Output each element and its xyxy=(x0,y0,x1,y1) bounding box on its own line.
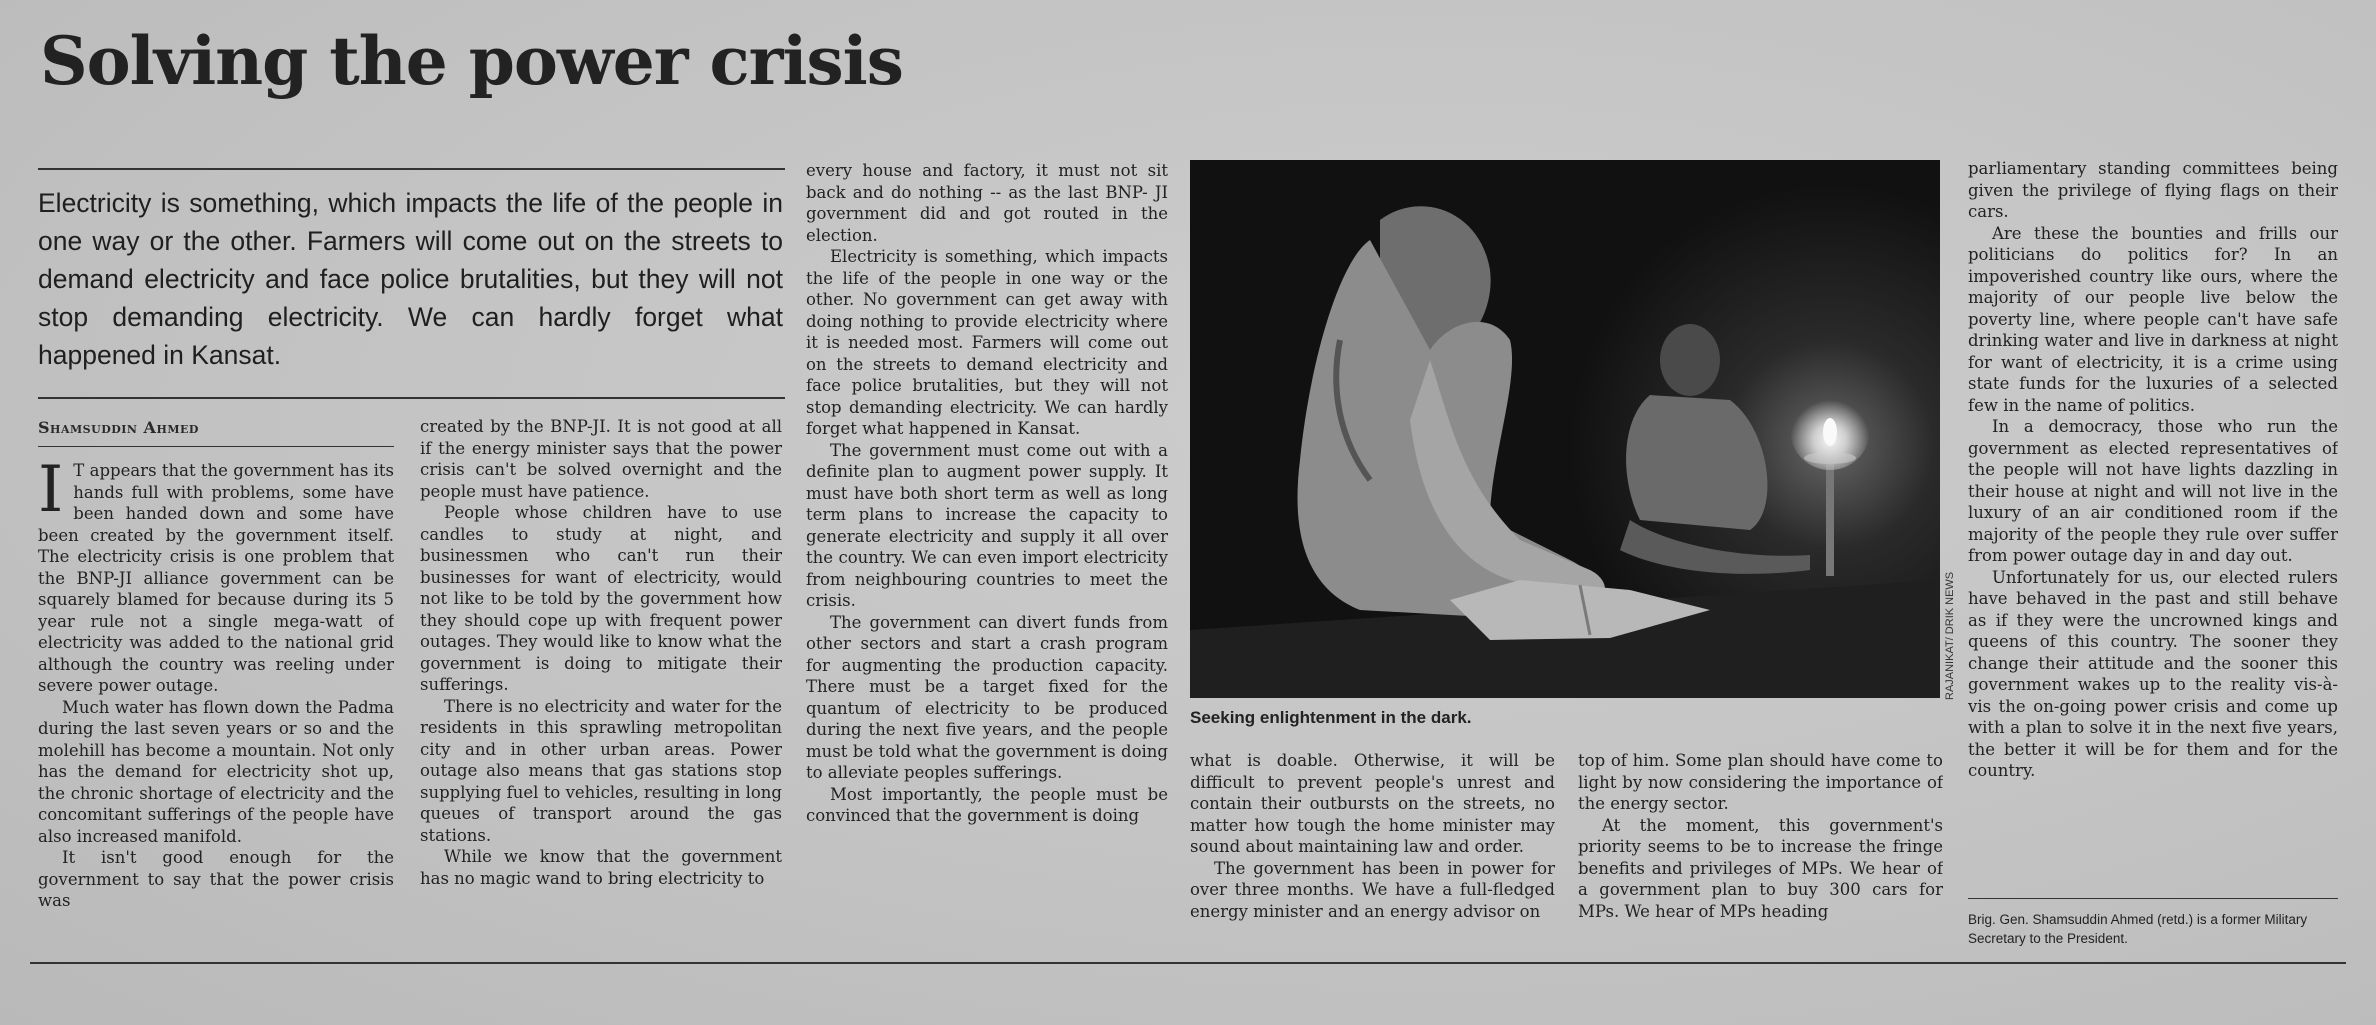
photo-illustration xyxy=(1190,160,1940,698)
column-2-paragraph: There is no electricity and water for the residents in this sprawling metropolitan city and in other urban areas. Power outage also means that gas stations stop supplying fuel to vehicles, resulting in long queues of transport around the gas stations. xyxy=(420,696,782,845)
column-1-paragraph: It isn't good enough for the government to say that the power crisis was xyxy=(38,848,394,910)
column-2-paragraph: created by the BNP-JI. It is not good at all if the energy minister says that the power crisis can't be solved overnight and the people must have patience. xyxy=(420,417,782,501)
column-3-paragraph: The government can divert funds from other sectors and start a crash program for augmenting the production capacity. There must be a target fixed for the quantum of electricity to be produced during the next five years, and the people must be told what the government is doing to alleviate peoples sufferings. xyxy=(806,612,1168,782)
column-1-paragraph xyxy=(38,460,394,697)
column-2 xyxy=(420,416,782,954)
page-bottom-rule xyxy=(30,962,2346,964)
candle-stand xyxy=(1826,456,1834,576)
column-4-paragraph: what is doable. Otherwise, it will be difficult to prevent people's unrest and contain their outbursts on the streets, no matter how tough the home minister may sound about maintaining law and order. xyxy=(1190,751,1555,856)
column-1-text: T appears that the government has its hands full with problems, some have been handed down and some have been created by the government itself. The electricity crisis is one problem that the BNP-JI alliance government can be squarely blamed for because during its 5 year rule not a single mega-watt of electricity was added to the national grid although the country was reeling under severe power outage. xyxy=(38,461,394,695)
bio-rule xyxy=(1968,898,2338,899)
column-3-paragraph: The government must come out with a definite plan to augment power supply. It must have both short term as well as long term plans to increase the capacity to generate electricity and supply it all over the country. We can even import electricity from neighbouring countries to meet the crisis. xyxy=(806,440,1168,610)
column-2-paragraph: People whose children have to use candles to study at night, and businessmen who can't run their businesses for want of electricity, would not like to be told by the government how they should cope up with frequent power outages. They would like to know what the government is doing to mitigate their sufferings. xyxy=(420,503,782,694)
author-bio: Brig. Gen. Shamsuddin Ahmed (retd.) is a former Military Secretary to the President. xyxy=(1968,912,2308,946)
column-6-paragraph: parliamentary standing committees being given the privilege of flying flags on their cars. xyxy=(1968,159,2338,221)
column-6-paragraph: In a democracy, those who run the government as elected representatives of the people will not have lights dazzling in their house at night and will not live in the luxury of an air conditioned room if the majority of the people they rule over suffer from power outage day in and day out. xyxy=(1968,417,2338,565)
column-6-paragraph: Unfortunately for us, our elected rulers have behaved in the past and still behave as if they were the uncrowned kings and queens of this country. The sooner they change their attitude and the sooner this government wakes up to the reality vis-à-vis the on-going power crisis and come up with a plan to solve it in the next five years, the better it will be for them and for the country. xyxy=(1968,567,2338,780)
column-2-paragraph: While we know that the government has no magic wand to bring electricity to xyxy=(420,847,782,888)
column-3-paragraph: every house and factory, it must not sit back and do nothing -- as the last BNP- JI government did and got routed in the election. xyxy=(806,161,1168,245)
candle-flame-core xyxy=(1823,418,1837,446)
deck-summary: Electricity is something, which impacts the life of the people in one way or the other. Farmers will come out on the streets to demand electricity and face police brutalities, but they will not stop demanding electricity. We can hardly forget what happened in Kansat. xyxy=(38,188,783,370)
byline: Shamsuddin Ahmed xyxy=(38,418,199,437)
column-4-paragraph: The government has been in power for over three months. We have a full-fledged energy minister and an energy advisor on xyxy=(1190,858,1555,921)
deck-bottom-rule xyxy=(38,397,785,399)
column-1 xyxy=(38,460,394,954)
column-5 xyxy=(1578,750,1943,954)
deck-top-rule xyxy=(38,168,785,170)
photo-caption: Seeking enlightenment in the dark. xyxy=(1190,708,1472,727)
column-3-paragraph: Electricity is something, which impacts the life of the people in one way or the other. No government can get away with doing nothing to provide electricity where it is needed most. Farmers will come out on the streets to demand electricity and face police brutalities, but they will not stop demanding electricity. We can hardly forget what happened in Kansat. xyxy=(806,247,1168,438)
column-6-paragraph: Are these the bounties and frills our politicians do politics for? In an impoverished country like ours, where the majority of our people live below the poverty line, where people can't have safe drinking water and live in darkness at night for want of electricity, it is a crime using state funds for the luxuries of a selected few in the name of politics. xyxy=(1968,223,2338,415)
column-1-paragraph: Much water has flown down the Padma during the last seven years or so and the molehill has become a mountain. Not only has the demand for electricity shot up, the chronic shortage of electricity and the concomitant sufferings of the people have also increased manifold. xyxy=(38,697,394,846)
column-6 xyxy=(1968,158,2338,886)
headline: Solving the power crisis xyxy=(40,22,903,100)
byline-rule xyxy=(38,446,394,447)
column-5-paragraph: At the moment, this government's priority seems to be to increase the fringe benefits and privileges of MPs. We hear of a government plan to buy 300 cars for MPs. We hear of MPs heading xyxy=(1578,815,1943,921)
photo-candlelight-study xyxy=(1190,160,1940,698)
column-5-paragraph: top of him. Some plan should have come to light by now considering the importance of the energy sector. xyxy=(1578,751,1943,813)
photo-credit: RAJANIKAT/ DRIK NEWS xyxy=(1944,571,1956,700)
column-3-paragraph: Most importantly, the people must be convinced that the government is doing xyxy=(806,784,1168,825)
column-4 xyxy=(1190,750,1555,954)
drop-cap: I xyxy=(38,460,64,527)
column-3 xyxy=(806,160,1168,954)
